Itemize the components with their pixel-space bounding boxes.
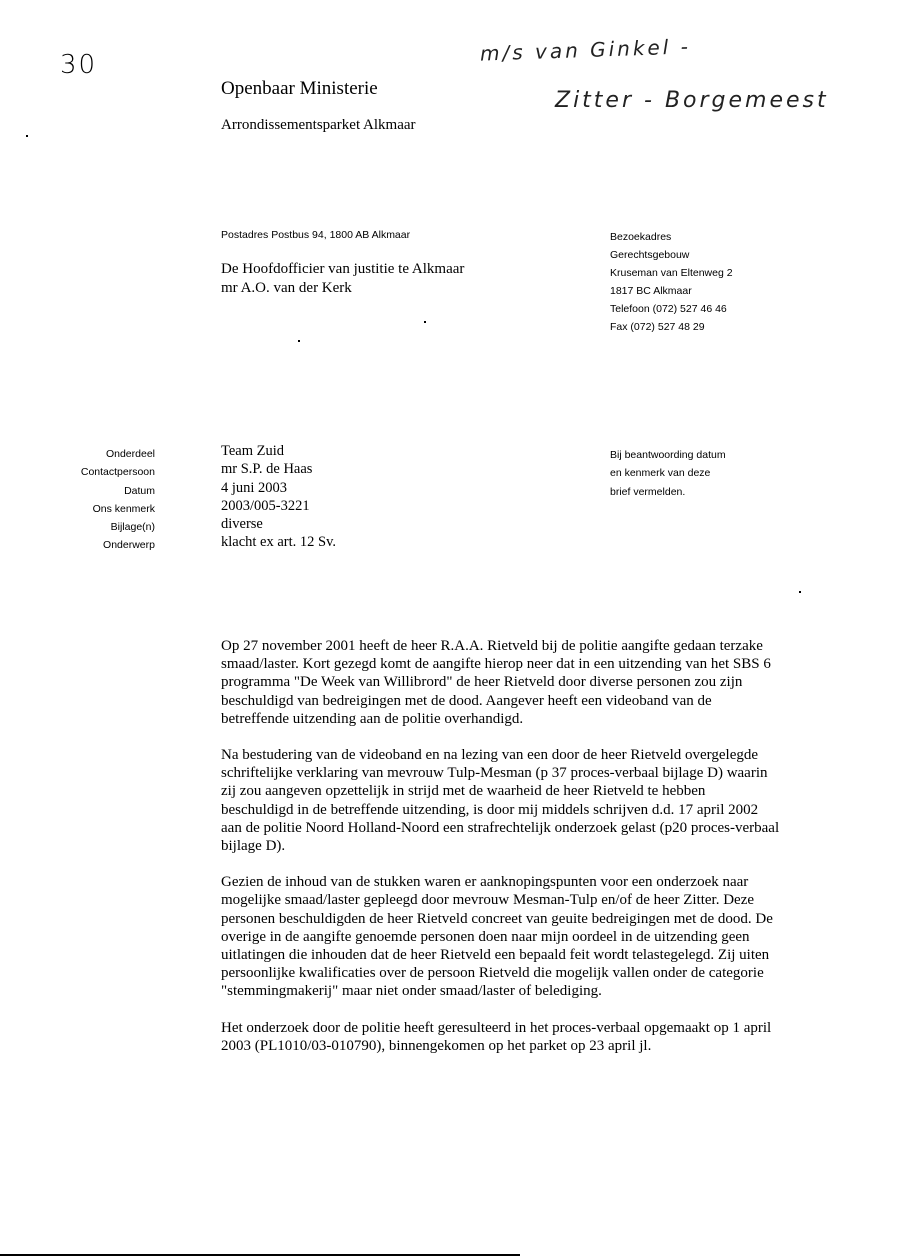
- visit-address-fax: Fax (072) 527 48 29: [610, 321, 705, 333]
- meta-value-attachments: diverse: [221, 516, 263, 533]
- visit-address-city: 1817 BC Alkmaar: [610, 285, 692, 297]
- scan-speck: [298, 340, 300, 342]
- visit-address-phone: Telefoon (072) 527 46 46: [610, 303, 727, 315]
- visit-address-building: Gerechtsgebouw: [610, 249, 690, 261]
- letter-body: [221, 637, 781, 1073]
- meta-label: Contactpersoon: [80, 466, 155, 479]
- meta-value-contact: mr S.P. de Haas: [221, 461, 313, 478]
- recipient-name: mr A.O. van der Kerk: [221, 280, 352, 296]
- visit-address-heading: Bezoekadres: [610, 231, 672, 243]
- reply-instruction-line: brief vermelden.: [610, 485, 686, 498]
- handwritten-page-number: 30: [60, 50, 98, 80]
- handwritten-note-line-2: Zitter - Borgemeest: [555, 88, 829, 113]
- meta-label: Onderdeel: [105, 448, 155, 460]
- bottom-scan-edge: [0, 1254, 520, 1256]
- meta-value-subject: klacht ex art. 12 Sv.: [221, 534, 337, 551]
- meta-labels-column: [40, 445, 155, 555]
- recipient-title: De Hoofdofficier van justitie te Alkmaar: [221, 261, 465, 277]
- meta-value-reference: 2003/005-3221: [221, 497, 310, 514]
- letterhead-department: Arrondissementsparket Alkmaar: [221, 117, 416, 133]
- meta-value-date: 4 juni 2003: [221, 479, 288, 496]
- reply-instruction: [610, 446, 726, 501]
- handwritten-note-line-1: m/s van Ginkel -: [479, 34, 692, 66]
- meta-label: Onderwerp: [103, 539, 155, 552]
- reply-instruction-line: en kenmerk van deze: [610, 467, 711, 480]
- reply-instruction-line: Bij beantwoording datum: [610, 449, 726, 461]
- scan-speck: [26, 135, 28, 137]
- meta-label: Datum: [124, 484, 155, 497]
- body-paragraph: Gezien de inhoud van de stukken waren er aanknopingspunten voor een onderzoek naar mogelijke smaad/laster gepleegd door mevrouw Mesman-Tulp en/of de heer Zitter. Deze personen beschuldigden de heer Rietveld concreet van geuite bedreigingen met de dood. De overige in de aangifte genoemde personen doen naar mijn oordeel in de uitzending geen uitlatingen die inhouden dat de heer Rietveld een bepaald feit wordt telastegelegd. Zij uiten persoonlijke kwalificaties over de persoon Rietveld die mogelijk vallen onder de categorie "stemmingmakerij" maar niet onder smaad/laster of belediging.: [221, 874, 773, 1000]
- recipient-block: [221, 260, 464, 298]
- visit-address-street: Kruseman van Eltenweg 2: [610, 267, 733, 279]
- meta-values-column: [221, 442, 336, 552]
- body-paragraph: Na bestudering van de videoband en na lezing van een door de heer Rietveld overgelegde schriftelijke verklaring van mevrouw Tulp-Mesman (p 37 proces-verbaal bijlage D) waarin zij zou aangeven opzettelijk in strijd met de waarheid de heer Rietveld te hebben beschuldigd in de betreffende uitzending, is door mij middels schrijven d.d. 17 april 2002 aan de politie Noord Holland-Noord een strafrechtelijk onderzoek gelast (p20 proces-verbaal bijlage D).: [221, 747, 780, 855]
- scan-speck: [424, 321, 426, 323]
- meta-label: Ons kenmerk: [92, 502, 155, 515]
- postal-address: Postadres Postbus 94, 1800 AB Alkmaar: [221, 229, 411, 241]
- scan-speck: [799, 591, 801, 593]
- body-paragraph: Het onderzoek door de politie heeft geresulteerd in het proces-verbaal opgemaakt op 1 april 2003 (PL1010/03-010790), binnengekomen op het parket op 23 april jl.: [221, 1019, 772, 1054]
- meta-value-department: Team Zuid: [221, 443, 285, 459]
- meta-label: Bijlage(n): [110, 521, 155, 534]
- visit-address-block: [610, 228, 733, 336]
- body-paragraph: Op 27 november 2001 heeft de heer R.A.A. Rietveld bij de politie aangifte gedaan terzake smaad/laster. Kort gezegd komt de aangifte hierop neer dat in een uitzending van het SBS 6 programma "De Week van Willibrord" de heer Rietveld door diverse personen zou zijn beschuldigd van bedreigingen met de dood. Aangever heeft een videoband van de betreffende uitzending aan de politie overhandigd.: [221, 638, 771, 727]
- letterhead-organization: Openbaar Ministerie: [221, 78, 378, 99]
